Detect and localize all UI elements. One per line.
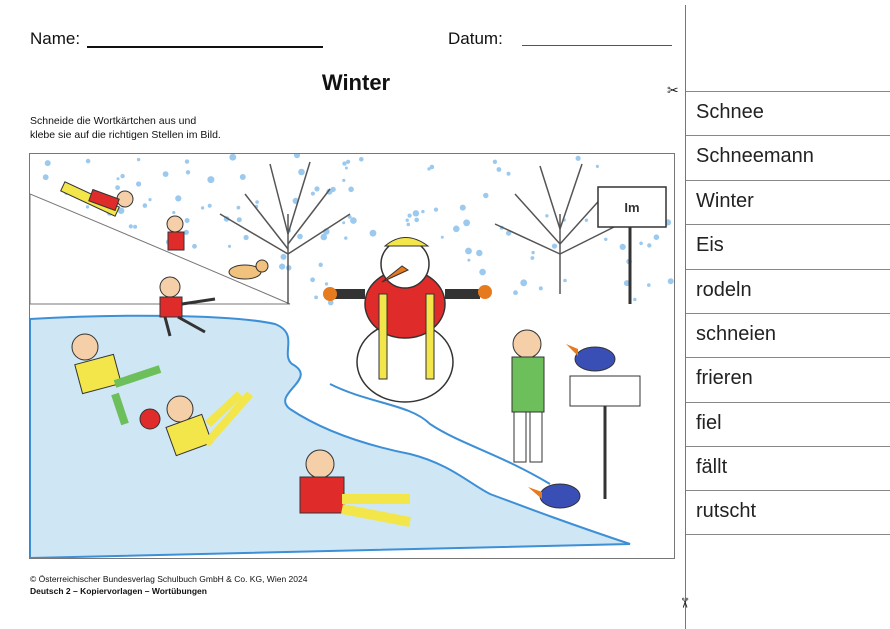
snowflake — [414, 218, 419, 223]
date-label: Datum: — [448, 29, 503, 48]
snowflake — [552, 244, 557, 249]
snowflake — [453, 226, 460, 233]
scissors-icon: ✂ — [667, 82, 679, 98]
snowflake — [408, 214, 412, 218]
word-card-label: Eis — [696, 234, 724, 256]
snowflake — [539, 286, 543, 290]
snowflake — [370, 230, 377, 237]
snowflake — [620, 244, 626, 250]
word-card-label: schneien — [696, 323, 777, 345]
word-card-bottom-line — [686, 534, 890, 535]
snowflake — [244, 235, 249, 240]
snowflake — [311, 192, 315, 196]
dog — [229, 260, 268, 279]
snowflake — [237, 217, 242, 222]
snowflake — [43, 174, 49, 180]
snowflake — [350, 217, 357, 224]
snowflake — [115, 185, 120, 190]
snowflake — [255, 200, 259, 204]
snowflake — [421, 210, 424, 213]
snowflake — [585, 219, 588, 222]
snowflake — [117, 177, 120, 180]
snowflake — [493, 160, 497, 164]
snowflake — [185, 159, 189, 163]
word-card-label: frieren — [696, 367, 753, 389]
snowflake — [479, 269, 486, 276]
snowflake — [654, 234, 660, 240]
snowflake — [186, 170, 190, 174]
snowflake — [348, 187, 354, 193]
snowflake — [497, 167, 502, 172]
snowflake — [342, 221, 345, 224]
snowflake — [297, 234, 303, 240]
snowflake — [639, 242, 643, 246]
winter-scene-picture — [29, 153, 675, 559]
snowflake — [460, 205, 466, 211]
snowflake — [633, 298, 636, 301]
snowflake — [406, 219, 409, 222]
snowflake — [507, 172, 511, 176]
snowflake — [467, 259, 470, 262]
snowflake — [281, 254, 287, 260]
instructions-line-2: klebe sie auf die richtigen Stellen im Bild. — [30, 129, 221, 141]
snowflake — [359, 157, 364, 162]
word-card-schnee[interactable] — [686, 91, 890, 136]
snowflake — [45, 160, 51, 166]
snowflake — [314, 186, 319, 191]
snowflake — [545, 214, 548, 217]
snowflake — [310, 277, 315, 282]
snowflake — [86, 159, 91, 164]
sign-text: Im — [624, 200, 640, 215]
series-text: Deutsch 2 – Kopiervorlagen – Wortübungen — [30, 586, 207, 596]
snowflake — [314, 296, 318, 300]
snowflake — [513, 290, 518, 295]
scissors-icon: ✂ — [676, 597, 693, 609]
snowflake — [604, 238, 607, 241]
footer — [30, 573, 307, 597]
snowflake — [120, 174, 124, 178]
date-line[interactable] — [522, 45, 672, 46]
snowflake — [192, 244, 197, 249]
snowflake — [163, 171, 169, 177]
word-card-schneien[interactable] — [686, 313, 890, 358]
snowflake — [143, 203, 148, 208]
word-card-label: rutscht — [696, 500, 757, 522]
word-card-faellt[interactable] — [686, 446, 890, 491]
instructions-line-1: Schneide die Wortkärtchen aus und — [30, 115, 197, 127]
snowflake — [279, 264, 285, 270]
word-card-label: fiel — [696, 412, 722, 434]
word-card-label: Schnee — [696, 101, 764, 123]
snowflake — [148, 198, 151, 201]
snowflake — [563, 279, 567, 283]
snowflake — [240, 174, 246, 180]
snowflake — [342, 161, 346, 165]
snowflake — [476, 250, 482, 256]
child-freezing — [512, 330, 544, 462]
snowflake — [208, 204, 212, 208]
word-card-label: fällt — [696, 456, 728, 478]
word-card-label: Schneemann — [696, 145, 814, 167]
snowflake — [520, 279, 527, 286]
instructions — [30, 114, 221, 142]
word-card-frieren[interactable] — [686, 357, 890, 402]
snowflake — [129, 224, 133, 228]
word-card-eis[interactable] — [686, 224, 890, 269]
bird-on-feeder — [566, 344, 615, 371]
word-card-label: Winter — [696, 190, 754, 212]
winter-scene-drawing — [30, 154, 674, 558]
snowflake — [229, 154, 236, 161]
snowflake — [576, 156, 581, 161]
snowflake — [185, 218, 190, 223]
word-card-rutscht[interactable] — [686, 490, 890, 535]
snowflake — [647, 283, 651, 287]
snowflake — [133, 225, 137, 229]
snowflake — [413, 210, 419, 216]
snowflake — [434, 208, 438, 212]
snowflake — [137, 158, 140, 161]
snowflake — [86, 205, 89, 208]
snowflake — [596, 165, 599, 168]
bird-on-ground — [528, 484, 580, 508]
word-card-label: rodeln — [696, 279, 752, 301]
snowflake — [201, 206, 204, 209]
snowflake — [441, 236, 444, 239]
snowflake — [668, 278, 674, 284]
child-small-on-hill — [167, 216, 184, 250]
snowflake — [342, 179, 345, 182]
snowflake — [647, 243, 651, 247]
snowflake — [294, 154, 300, 158]
name-line[interactable] — [87, 46, 323, 48]
tree-right — [495, 164, 620, 294]
snowflake — [136, 181, 141, 186]
snowflake — [344, 236, 347, 239]
snowflake — [531, 256, 535, 260]
snowflake — [407, 223, 411, 227]
snowflake — [298, 169, 305, 176]
name-label: Name: — [30, 29, 81, 48]
snowman — [323, 238, 492, 403]
word-card-winter[interactable] — [686, 180, 890, 225]
bird-feeder — [570, 376, 640, 499]
snowflake — [175, 195, 181, 201]
snowflake — [465, 248, 472, 255]
worksheet-title: Winter — [321, 70, 391, 95]
snowflake — [237, 206, 241, 210]
snowflake — [228, 245, 231, 248]
word-card-fiel[interactable] — [686, 402, 890, 447]
snowflake — [172, 211, 175, 214]
snowflake — [531, 251, 534, 254]
snowflake — [345, 167, 348, 170]
snowflake — [463, 219, 470, 226]
snowflake — [427, 167, 430, 170]
snowflake — [325, 282, 328, 285]
copyright-text: © Österreichischer Bundesverlag Schulbuch GmbH & Co. KG, Wien 2024 — [30, 574, 308, 584]
snowflake — [319, 263, 323, 267]
snowflake — [483, 193, 488, 198]
word-card-schneemann[interactable] — [686, 135, 890, 180]
word-card-rodeln[interactable] — [686, 269, 890, 314]
snowflake — [207, 176, 214, 183]
